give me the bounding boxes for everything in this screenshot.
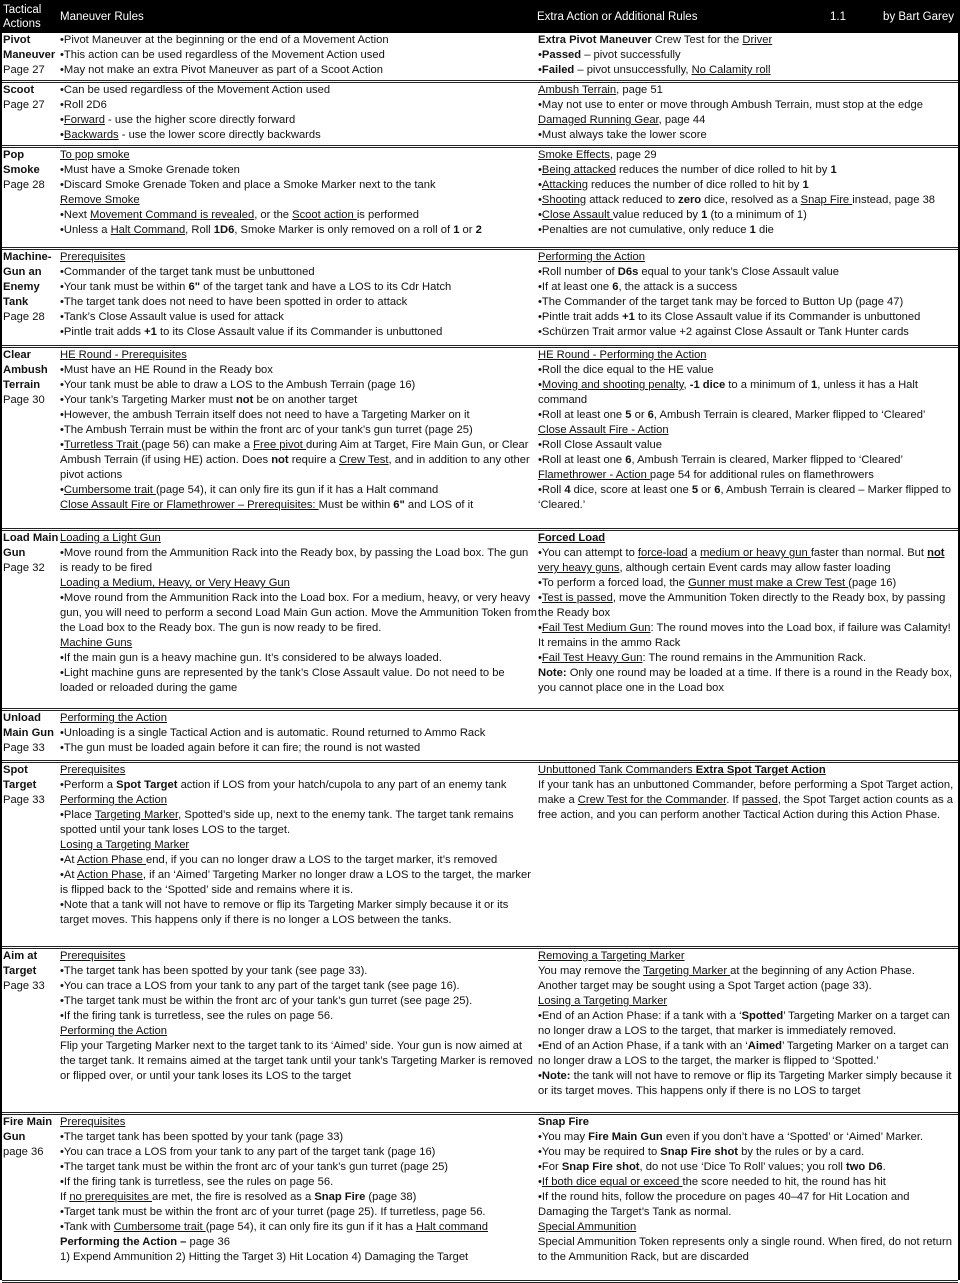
rule-line: Damaged Running Gear, page 44	[538, 114, 706, 126]
rule-line: •Roll the dice equal to the HE value	[538, 364, 714, 376]
rule-line: •Tank with Cumbersome trait (page 54), it can only fire its gun if it has a Halt command	[60, 1221, 488, 1233]
action-name: Enemy	[3, 281, 40, 293]
rule-line: Performing the Action	[60, 794, 167, 806]
action-name-cell	[2, 531, 60, 708]
action-name: Target	[3, 779, 37, 791]
maneuver-rules-cell	[60, 250, 537, 345]
rule-line: •Cumbersome trait (page 54), it can only fire its gun if it has a Halt command	[60, 484, 439, 496]
rule-line: Special Ammunition Token represents only a single round. When fired, do not return to the Ammunition Rack, but are discarded	[538, 1236, 952, 1263]
rule-line: •The target tank does not need to have been spotted in order to attack	[60, 296, 408, 308]
extra-rules-cell	[537, 949, 958, 1112]
rule-line: •Move round from the Ammunition Rack into the Ready box, by passing the Load box. The gun is ready to be fired	[60, 547, 529, 574]
header-right	[537, 11, 958, 23]
page-reference: Page 33	[3, 980, 45, 992]
action-name: Clear	[3, 349, 31, 361]
page-reference: Page 27	[3, 64, 45, 76]
action-name: Pop	[3, 149, 25, 161]
action-name: Machine-	[3, 251, 52, 263]
extra-rules-cell	[537, 531, 958, 708]
maneuver-rules-cell	[60, 83, 537, 145]
maneuver-rules-cell	[60, 949, 537, 1112]
rule-line: •The target tank must be within the front arc of your tank’s gun turret (see page 25).	[60, 995, 473, 1007]
extra-rules-cell	[537, 1115, 958, 1280]
maneuver-rules-cell	[60, 711, 537, 760]
rule-line: Close Assault Fire or Flamethrower – Prerequisites: Must be within 6" and LOS of it	[60, 499, 474, 511]
rule-line: •At Action Phase, if an ‘Aimed’ Targeting Marker no longer draw a LOS to the target, the marker is flipped back to the ‘Spotted’ side and remains where it is.	[60, 869, 531, 896]
rule-row-unload-main-gun	[2, 711, 958, 763]
rule-row-pop-smoke	[2, 148, 958, 250]
table-header	[2, 0, 958, 33]
action-name-cell	[2, 83, 60, 145]
rule-line: •If the firing tank is turretless, see the rules on page 56.	[60, 1010, 334, 1022]
rule-line: •Unloading is a single Tactical Action and is automatic. Round returned to Ammo Rack	[60, 727, 486, 739]
header-maneuver-rules: Maneuver Rules	[60, 10, 144, 23]
maneuver-rules-cell	[60, 148, 537, 247]
rule-line: •Penalties are not cumulative, only reduce 1 die	[538, 224, 774, 236]
extra-rules-cell	[537, 348, 958, 528]
rule-line: •Shooting attack reduced to zero dice, resolved as a Snap Fire instead, page 38	[538, 194, 936, 206]
rule-line: •Perform a Spot Target action if LOS from your hatch/cupola to any part of an enemy tank	[60, 779, 507, 791]
rule-line: •Must always take the lower score	[538, 129, 707, 141]
rule-line: Removing a Targeting Marker	[538, 950, 685, 962]
page-reference: Page 28	[3, 311, 45, 323]
rule-line: •You may be required to Snap Fire shot by the rules or by a card.	[538, 1146, 865, 1158]
rule-line: •You can trace a LOS from your tank to any part of the target tank (page 16)	[60, 1146, 436, 1158]
action-name: Main Gun	[3, 727, 54, 739]
header-extra-rules: Extra Action or Additional Rules	[537, 10, 698, 23]
rule-line: •To perform a forced load, the Gunner must make a Crew Test (page 16)	[538, 577, 897, 589]
rule-line: •Close Assault value reduced by 1 (to a minimum of 1)	[538, 209, 807, 221]
action-name: Aim at	[3, 950, 38, 962]
rule-line: Performing the Action	[60, 1025, 167, 1037]
rule-line: •Moving and shooting penalty, -1 dice to a minimum of 1, unless it has a Halt command	[538, 379, 918, 406]
rule-line: Performing the Action – page 36	[60, 1236, 230, 1248]
rule-row-aim-at-target	[2, 949, 958, 1115]
action-name: Tank	[3, 296, 29, 308]
rule-line: •The target tank has been spotted by your tank (see page 33).	[60, 965, 368, 977]
rule-line: •If both dice equal or exceed the score needed to hit, the round has hit	[538, 1176, 886, 1188]
rule-line: Loading a Medium, Heavy, or Very Heavy Gun	[60, 577, 290, 589]
rule-line: •Attacking reduces the number of dice rolled to hit by 1	[538, 179, 809, 191]
action-name-cell	[2, 348, 60, 528]
version-label: 1.1	[830, 10, 846, 23]
rule-line: •Unless a Halt Command, Roll 1D6, Smoke Marker is only removed on a roll of 1 or 2	[60, 224, 482, 236]
rule-line: •However, the ambush Terrain itself does not need to have a Targeting Marker on it	[60, 409, 470, 421]
maneuver-rules-cell	[60, 763, 537, 946]
rule-line: Prerequisites	[60, 1116, 126, 1128]
rule-line: •Light machine guns are represented by the tank’s Close Assault value. Do not need to be loaded or reloaded during the game	[60, 667, 505, 694]
rule-line: If your tank has an unbuttoned Commander, before performing a Spot Target action, make a Crew Test for the Commander. If passed, the Spot Target action counts as a free action, and you can perform another Tactical Action during this Action Phase.	[538, 779, 954, 821]
rule-line: •Forward - use the higher score directly forward	[60, 114, 296, 126]
action-name: Spot	[3, 764, 28, 776]
page-reference: Page 27	[3, 99, 45, 111]
rule-line: •May not make an extra Pivot Maneuver as part of a Scoot Action	[60, 64, 383, 76]
rule-line: •May not use to enter or move through Ambush Terrain, must stop at the edge	[538, 99, 923, 111]
rule-line: •Pintle trait adds +1 to its Close Assault value if its Commander is unbuttoned	[538, 311, 921, 323]
page-reference: Page 33	[3, 742, 45, 754]
rule-line: •Roll at least one 6, Ambush Terrain is cleared, Marker flipped to ‘Cleared’	[538, 454, 904, 466]
maneuver-rules-cell	[60, 1115, 537, 1280]
rule-line: •At Action Phase end, if you can no longer draw a LOS to the target marker, it’s removed	[60, 854, 498, 866]
extra-rules-cell	[537, 83, 958, 145]
rule-line: •The target tank has been spotted by your tank (page 33)	[60, 1131, 344, 1143]
rule-line: To pop smoke	[60, 149, 130, 161]
rule-line: •Place Targeting Marker, Spotted’s side up, next to the enemy tank. The target tank remains spotted until your tank loses LOS to the target.	[60, 809, 514, 836]
rule-line: •Being attacked reduces the number of dice rolled to hit by 1	[538, 164, 837, 176]
rule-row-fire-main-gun	[2, 1115, 958, 1283]
rule-line: •Roll 2D6	[60, 99, 107, 111]
rule-line: •Pivot Maneuver at the beginning or the end of a Movement Action	[60, 34, 389, 46]
author-label: by Bart Garey	[883, 10, 954, 23]
rule-line: •The Commander of the target tank may be forced to Button Up (page 47)	[538, 296, 904, 308]
rule-line: •Tank’s Close Assault value is used for attack	[60, 311, 284, 323]
action-name: Gun	[3, 1131, 26, 1143]
rule-line: Unbuttoned Tank Commanders Extra Spot Target Action	[538, 764, 826, 776]
extra-rules-cell	[537, 33, 958, 80]
rule-line: Prerequisites	[60, 251, 126, 263]
rule-line: •For Snap Fire shot, do not use ‘Dice To Roll’ values; you roll two D6.	[538, 1161, 886, 1173]
extra-rules-cell	[537, 763, 958, 946]
rules-table-body	[2, 33, 958, 1283]
rule-line: •This action can be used regardless of the Movement Action used	[60, 49, 385, 61]
rule-row-clear-ambush	[2, 348, 958, 531]
rule-line: •If the firing tank is turretless, see the rules on page 56.	[60, 1176, 334, 1188]
action-name-cell	[2, 1115, 60, 1280]
rule-row-scoot	[2, 83, 958, 148]
rule-line: •Roll Close Assault value	[538, 439, 662, 451]
maneuver-rules-cell	[60, 348, 537, 528]
rule-line: •Note that a tank will not have to remove or flip its Targeting Marker simply because it or its target moves. This happens only if there is no longer a LOS between the tanks.	[60, 899, 509, 926]
page-reference: page 36	[3, 1146, 44, 1158]
action-name: Maneuver	[3, 49, 56, 61]
rule-line: •Failed – pivot unsuccessfully, No Calamity roll	[538, 64, 771, 76]
maneuver-rules-cell	[60, 531, 537, 708]
rule-line: •Pintle trait adds +1 to its Close Assault value if its Commander is unbuttoned	[60, 326, 443, 338]
action-name: Load Main	[3, 532, 59, 544]
rule-line: •Commander of the target tank must be unbuttoned	[60, 266, 315, 278]
rule-line: If no prerequisites are met, the fire is resolved as a Snap Fire (page 38)	[60, 1191, 417, 1203]
rule-line: •The Ambush Terrain must be within the front arc of your tank’s gun turret (page 25)	[60, 424, 473, 436]
rule-row-spot-target	[2, 763, 958, 949]
action-name: Gun	[3, 547, 26, 559]
rule-line: •If the round hits, follow the procedure on pages 40–47 for Hit Location and Damaging the Target’s Tank as normal.	[538, 1191, 910, 1218]
rule-line: Performing the Action	[60, 712, 167, 724]
rule-line: •Move round from the Ammunition Rack into the Load box. For a medium, heavy, or very heavy gun, you will need to perform a second Load Main Gun action. Move the Ammunition Token from the Load box to the Ready box. The gun is now ready to be fired.	[60, 592, 537, 634]
action-name: Gun an	[3, 266, 42, 278]
rule-line: Ambush Terrain, page 51	[538, 84, 663, 96]
rule-line: •Can be used regardless of the Movement Action used	[60, 84, 331, 96]
page-reference: Page 30	[3, 394, 45, 406]
rule-line: •Must have a Smoke Grenade token	[60, 164, 240, 176]
action-name: Fire Main	[3, 1116, 53, 1128]
rule-line: Flamethrower - Action page 54 for additional rules on flamethrowers	[538, 469, 874, 481]
rule-line: Snap Fire	[538, 1116, 589, 1128]
rule-line: •Target tank must be within the front arc of your turret (page 25). If turretless, page 56.	[60, 1206, 486, 1218]
action-name: Ambush	[3, 364, 48, 376]
rule-row-pivot	[2, 33, 958, 83]
action-name: Terrain	[3, 379, 41, 391]
action-name-cell	[2, 711, 60, 760]
extra-rules-cell	[537, 711, 958, 760]
rule-line: Machine Guns	[60, 637, 133, 649]
rule-row-machine-gun	[2, 250, 958, 348]
rule-line: 1) Expend Ammunition 2) Hitting the Target 3) Hit Location 4) Damaging the Target	[60, 1251, 469, 1263]
action-name-cell	[2, 250, 60, 345]
rule-line: •Passed – pivot successfully	[538, 49, 681, 61]
rule-row-load-main-gun	[2, 531, 958, 711]
rule-line: Losing a Targeting Marker	[538, 995, 668, 1007]
rule-line: •Fail Test Medium Gun: The round moves into the Load box, if failure was Calamity! It remains in the ammo Rack	[538, 622, 951, 649]
rule-line: •You may Fire Main Gun even if you don’t have a ‘Spotted’ or ‘Aimed’ Marker.	[538, 1131, 924, 1143]
rule-line: •You can trace a LOS from your tank to any part of the target tank (see page 16).	[60, 980, 460, 992]
header-tactical-actions: Tactical Actions	[3, 3, 42, 30]
action-name: Pivot	[3, 34, 31, 46]
rule-line: Flip your Targeting Marker next to the target tank to its ‘Aimed’ side. Your gun is now aimed at the target tank. It remains aimed at the target tank until your tank’s Targeting Marker is removed or flipped over, or until your tank loses its LOS to the target	[60, 1040, 533, 1082]
rule-line: •Fail Test Heavy Gun: The round remains in the Ammunition Rack.	[538, 652, 867, 664]
rule-line: You may remove the Targeting Marker at the beginning of any Action Phase. Another target may be sought using a Spot Target action (page 33).	[538, 965, 915, 992]
action-name: Target	[3, 965, 37, 977]
action-name-cell	[2, 33, 60, 80]
rule-line: Smoke Effects, page 29	[538, 149, 657, 161]
rule-line: •You can attempt to force-load a medium or heavy gun faster than normal. But not very heavy guns, although certain Event cards may allow faster loading	[538, 547, 945, 574]
rule-line: Remove Smoke	[60, 194, 140, 206]
rule-line: •Your tank must be able to draw a LOS to the Ambush Terrain (page 16)	[60, 379, 416, 391]
rule-line: •The target tank must be within the front arc of your tank’s gun turret (page 25)	[60, 1161, 449, 1173]
maneuver-rules-cell	[60, 33, 537, 80]
rule-line: •End of an Action Phase: if a tank with a ‘Spotted’ Targeting Marker on a target can no longer draw a LOS to the target, that marker is immediately removed.	[538, 1010, 950, 1037]
action-name: Scoot	[3, 84, 35, 96]
rule-line: Note: Only one round may be loaded at a time. If there is a round in the Ready box, you cannot place one in the Load box	[538, 667, 953, 694]
rule-line: •End of an Action Phase, if a tank with an ‘Aimed’ Targeting Marker on a target can no longer draw a LOS to the target, the marker is flipped to ‘Spotted.’	[538, 1040, 949, 1067]
rule-line: Extra Pivot Maneuver Crew Test for the Driver	[538, 34, 773, 46]
action-name-cell	[2, 148, 60, 247]
rule-line: HE Round - Performing the Action	[538, 349, 707, 361]
rule-line: •If at least one 6, the attack is a success	[538, 281, 738, 293]
rule-line: •Discard Smoke Grenade Token and place a Smoke Marker next to the tank	[60, 179, 436, 191]
rule-line: Loading a Light Gun	[60, 532, 161, 544]
rule-line: •Next Movement Command is revealed, or the Scoot action is performed	[60, 209, 419, 221]
rule-line: •Note: the tank will not have to remove or flip its Targeting Marker simply because it or its target moves. This happens only if there is no LOS to target	[538, 1070, 952, 1097]
rule-line: •Must have an HE Round in the Ready box	[60, 364, 273, 376]
page-reference: Page 32	[3, 562, 45, 574]
extra-rules-cell	[537, 250, 958, 345]
rule-line: •Your tank must be within 6" of the target tank and have a LOS to its Cdr Hatch	[60, 281, 452, 293]
rule-line: Performing the Action	[538, 251, 645, 263]
rule-line: Close Assault Fire - Action	[538, 424, 669, 436]
rule-line: •Roll number of D6s equal to your tank’s Close Assault value	[538, 266, 839, 278]
rule-line: •Your tank’s Targeting Marker must not be on another target	[60, 394, 358, 406]
action-name: Smoke	[3, 164, 40, 176]
rule-line: •Test is passed, move the Ammunition Token directly to the Ready box, by passing the Ready box	[538, 592, 946, 619]
rule-line: HE Round - Prerequisites	[60, 349, 187, 361]
rule-line: •If the main gun is a heavy machine gun. It’s considered to be always loaded.	[60, 652, 442, 664]
page-reference: Page 28	[3, 179, 45, 191]
action-name: Unload	[3, 712, 41, 724]
action-name-cell	[2, 763, 60, 946]
rule-line: •Roll at least one 5 or 6, Ambush Terrain is cleared, Marker flipped to ‘Cleared’	[538, 409, 926, 421]
rule-line: •Backwards - use the lower score directly backwards	[60, 129, 321, 141]
action-name-cell	[2, 949, 60, 1112]
rule-line: •Turretless Trait (page 56) can make a Free pivot during Aim at Target, Fire Main Gun, or Clear Ambush Terrain (if using HE) action. Does not require a Crew Test, and in addition to any other pivot actions	[60, 439, 530, 481]
rule-line: •Roll 4 dice, score at least one 5 or 6, Ambush Terrain is cleared – Marker flipped to ‘Cleared.’	[538, 484, 951, 511]
page-reference: Page 33	[3, 794, 45, 806]
extra-rules-cell	[537, 148, 958, 247]
rule-line: Special Ammunition	[538, 1221, 637, 1233]
rule-line: Losing a Targeting Marker	[60, 839, 190, 851]
rule-line: Prerequisites	[60, 764, 126, 776]
rule-line: Forced Load	[538, 532, 606, 544]
rule-line: Prerequisites	[60, 950, 126, 962]
rule-line: •Schürzen Trait armor value +2 against Close Assault or Tank Hunter cards	[538, 326, 909, 338]
rule-line: •The gun must be loaded again before it can fire; the round is not wasted	[60, 742, 421, 754]
